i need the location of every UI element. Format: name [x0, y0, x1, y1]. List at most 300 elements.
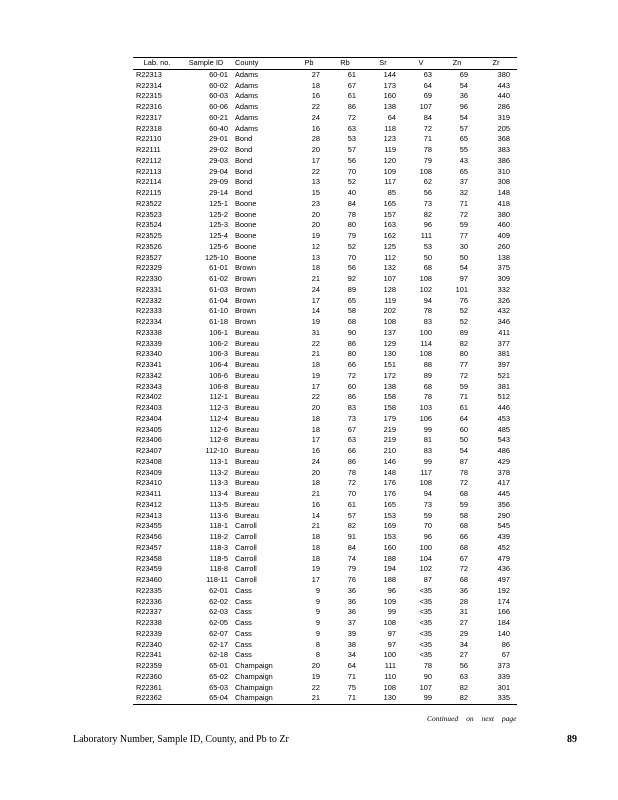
cell-rb: 66 [347, 360, 356, 369]
cell-sample-id: 106-2 [209, 338, 228, 348]
cell-rb: 79 [347, 231, 356, 240]
cell-zr: 543 [497, 435, 510, 445]
table-row [133, 597, 517, 608]
cell-county: Bureau [235, 349, 259, 359]
cell-sample-id: 29-03 [209, 155, 228, 165]
cell-lab-no: R22341 [136, 650, 162, 660]
cell-county: Brown [235, 317, 256, 326]
cell-sr: 153 [383, 510, 396, 520]
cell-pb: 18 [311, 263, 320, 273]
cell-rb: 72 [347, 370, 356, 380]
cell-lab-no: R23527 [136, 252, 162, 262]
cell-rb: 63 [347, 435, 356, 445]
cell-sample-id: 113-6 [209, 510, 228, 520]
table-row [133, 382, 517, 393]
cell-rb: 86 [347, 456, 356, 466]
cell-rb: 72 [347, 478, 356, 488]
cell-sample-id: 60-06 [209, 102, 228, 111]
header-zr: Zr [492, 58, 500, 67]
cell-lab-no: R23338 [136, 327, 162, 337]
cell-v: 78 [423, 392, 432, 402]
cell-rb: 89 [347, 284, 356, 294]
cell-sr: 165 [383, 499, 396, 509]
cell-rb: 71 [347, 671, 356, 681]
cell-pb: 9 [315, 585, 320, 595]
cell-rb: 36 [347, 596, 356, 606]
table-row [133, 91, 517, 102]
cell-zn: 65 [459, 134, 468, 144]
cell-rb: 70 [347, 252, 356, 262]
cell-zn: 82 [459, 682, 468, 692]
cell-sr: 107 [383, 274, 396, 283]
cell-zn: 50 [459, 252, 468, 262]
cell-zr: 346 [497, 317, 510, 326]
cell-county: Bureau [235, 381, 259, 391]
cell-county: Bureau [235, 456, 259, 466]
cell-zr: 380 [497, 209, 510, 219]
cell-pb: 17 [311, 435, 320, 445]
cell-pb: 9 [315, 618, 320, 627]
cell-lab-no: R23525 [136, 231, 162, 240]
page-number: 89 [567, 734, 577, 745]
cell-lab-no: R22336 [136, 596, 162, 606]
cell-pb: 20 [311, 220, 320, 230]
table-row [133, 489, 517, 500]
cell-county: Adams [235, 102, 259, 111]
cell-pb: 9 [315, 596, 320, 606]
table-row [133, 478, 517, 489]
cell-rb: 57 [347, 145, 356, 154]
cell-sample-id: 65-04 [209, 693, 228, 703]
cell-zn: 59 [459, 499, 468, 509]
cell-county: Cass [235, 585, 252, 595]
cell-sr: 125 [383, 241, 396, 251]
cell-lab-no: R23411 [136, 489, 162, 498]
cell-lab-no: R23410 [136, 478, 162, 488]
table-row [133, 296, 517, 307]
cell-county: Bureau [235, 403, 259, 412]
cell-pb: 16 [311, 91, 320, 101]
cell-zn: 43 [459, 155, 468, 165]
cell-sample-id: 112-1 [209, 392, 228, 402]
cell-pb: 20 [311, 467, 320, 477]
cell-rb: 90 [347, 327, 356, 337]
cell-rb: 73 [347, 413, 356, 423]
cell-sr: 188 [383, 553, 396, 563]
cell-lab-no: R22361 [136, 682, 162, 692]
cell-lab-no: R23526 [136, 241, 162, 251]
table-row [133, 134, 517, 145]
cell-sr: 158 [383, 392, 396, 402]
cell-zn: 34 [459, 639, 468, 649]
cell-sample-id: 118-1 [209, 521, 228, 531]
cell-pb: 18 [311, 478, 320, 488]
cell-zr: 286 [497, 102, 510, 111]
cell-pb: 14 [311, 510, 320, 520]
cell-zr: 380 [497, 69, 510, 79]
cell-zn: 60 [459, 424, 468, 434]
cell-lab-no: R22337 [136, 607, 162, 617]
cell-lab-no: R23524 [136, 220, 162, 230]
table-row [133, 328, 517, 339]
cell-zr: 335 [497, 693, 510, 703]
cell-county: Cass [235, 618, 252, 627]
cell-v: 96 [423, 220, 432, 230]
cell-county: Bureau [235, 499, 259, 509]
cell-lab-no: R23522 [136, 198, 162, 208]
cell-county: Bureau [235, 392, 259, 402]
cell-county: Carroll [235, 575, 257, 584]
cell-zn: 54 [459, 80, 468, 90]
cell-rb: 58 [347, 306, 356, 316]
table-row [133, 210, 517, 221]
cell-lab-no: R23460 [136, 575, 162, 584]
cell-zr: 67 [501, 650, 510, 660]
cell-lab-no: R22329 [136, 263, 162, 273]
cell-rb: 92 [347, 274, 356, 283]
cell-v: 62 [423, 177, 432, 187]
cell-lab-no: R22331 [136, 284, 162, 294]
cell-pb: 17 [311, 381, 320, 391]
cell-zr: 377 [497, 338, 510, 348]
cell-zr: 308 [497, 177, 510, 187]
table-row [133, 650, 517, 661]
cell-lab-no: R22340 [136, 639, 162, 649]
cell-pb: 22 [311, 166, 320, 176]
cell-zn: 54 [459, 446, 468, 455]
cell-v: 108 [419, 274, 432, 283]
cell-lab-no: R22110 [136, 134, 162, 144]
cell-zn: 29 [459, 628, 468, 638]
cell-pb: 21 [311, 693, 320, 703]
cell-sr: 158 [383, 403, 396, 412]
cell-zn: 54 [459, 112, 468, 122]
cell-county: Bond [235, 188, 253, 197]
cell-sr: 137 [383, 327, 396, 337]
cell-v: 68 [423, 263, 432, 273]
cell-rb: 60 [347, 381, 356, 391]
cell-zr: 418 [497, 198, 510, 208]
cell-sr: 123 [383, 134, 396, 144]
cell-v: 103 [419, 403, 432, 412]
cell-county: Bureau [235, 446, 259, 455]
cell-zr: 310 [497, 166, 510, 176]
cell-pb: 8 [315, 639, 320, 649]
cell-zn: 36 [459, 91, 468, 101]
continued-note: Continued on next page [427, 714, 517, 723]
cell-rb: 75 [347, 682, 356, 692]
table-row [133, 285, 517, 296]
cell-lab-no: R22315 [136, 91, 162, 101]
cell-sr: 130 [383, 349, 396, 359]
cell-zr: 497 [497, 575, 510, 584]
cell-pb: 19 [311, 671, 320, 681]
cell-rb: 80 [347, 349, 356, 359]
cell-sample-id: 62-05 [209, 618, 228, 627]
cell-pb: 20 [311, 209, 320, 219]
cell-sample-id: 65-03 [209, 682, 228, 692]
cell-rb: 38 [347, 639, 356, 649]
cell-rb: 74 [347, 553, 356, 563]
cell-v: 117 [420, 467, 432, 477]
cell-zr: 439 [497, 532, 510, 541]
cell-sr: 64 [387, 112, 396, 122]
cell-sample-id: 60-40 [209, 123, 228, 133]
cell-county: Brown [235, 263, 256, 273]
cell-county: Cass [235, 639, 252, 649]
cell-rb: 72 [347, 112, 356, 122]
cell-zr: 326 [497, 295, 510, 305]
cell-county: Champaign [235, 682, 273, 692]
cell-zn: 56 [459, 661, 468, 670]
cell-zr: 381 [497, 381, 510, 391]
cell-pb: 16 [311, 446, 320, 455]
cell-v: 100 [419, 327, 432, 337]
cell-sr: 157 [383, 209, 396, 219]
table-row [133, 349, 517, 360]
cell-rb: 83 [347, 403, 356, 412]
header-rb: Rb [340, 58, 350, 67]
cell-pb: 21 [311, 521, 320, 531]
cell-county: Adams [235, 112, 259, 122]
cell-zr: 521 [497, 370, 510, 380]
cell-pb: 15 [311, 188, 320, 197]
cell-zr: 443 [497, 80, 510, 90]
cell-county: Adams [235, 80, 259, 90]
cell-lab-no: R22335 [136, 585, 162, 595]
table-row [133, 446, 517, 457]
cell-zn: 28 [459, 596, 468, 606]
cell-lab-no: R22360 [136, 671, 162, 681]
table-row [133, 457, 517, 468]
table-row [133, 188, 517, 199]
cell-v: 83 [423, 446, 432, 455]
cell-v: 64 [423, 80, 432, 90]
cell-rb: 57 [347, 510, 356, 520]
cell-v: 108 [419, 478, 432, 488]
cell-v: 56 [423, 188, 432, 197]
cell-sr: 179 [383, 413, 396, 423]
cell-zr: 332 [497, 284, 510, 294]
table-row [133, 618, 517, 629]
cell-pb: 22 [311, 392, 320, 402]
cell-rb: 68 [347, 317, 356, 326]
cell-rb: 61 [347, 91, 356, 101]
cell-lab-no: R22333 [136, 306, 162, 316]
cell-county: Adams [235, 91, 259, 101]
cell-sample-id: 125-3 [209, 220, 228, 230]
cell-v: 78 [423, 306, 432, 316]
cell-zr: 386 [497, 155, 510, 165]
table-row [133, 629, 517, 640]
cell-sample-id: 62-02 [209, 596, 228, 606]
cell-county: Cass [235, 607, 252, 617]
cell-zr: 460 [497, 220, 510, 230]
cell-rb: 67 [347, 424, 356, 434]
cell-zn: 72 [459, 564, 468, 574]
cell-lab-no: R22330 [136, 274, 162, 283]
table-row [133, 521, 517, 532]
cell-v: 59 [423, 510, 432, 520]
cell-pb: 19 [311, 317, 320, 326]
cell-zr: 368 [497, 134, 510, 144]
cell-county: Bureau [235, 413, 259, 423]
cell-zr: 166 [497, 607, 510, 617]
cell-county: Boone [235, 209, 257, 219]
cell-county: Bureau [235, 510, 259, 520]
cell-zn: 58 [459, 510, 468, 520]
cell-county: Bond [235, 155, 253, 165]
cell-v: 72 [423, 123, 432, 133]
cell-rb: 70 [347, 166, 356, 176]
cell-sample-id: 106-4 [209, 360, 228, 369]
cell-sample-id: 29-02 [209, 145, 228, 154]
cell-sample-id: 106-1 [209, 327, 228, 337]
header-zn: Zn [452, 58, 462, 67]
cell-sample-id: 106-8 [209, 381, 228, 391]
cell-rb: 34 [347, 650, 356, 660]
cell-zr: 174 [497, 596, 510, 606]
cell-v: 68 [423, 381, 432, 391]
header-lab-no: Lab. no. [143, 58, 171, 67]
cell-v: 63 [423, 69, 432, 79]
cell-zr: 140 [497, 628, 510, 638]
cell-zn: 67 [459, 553, 468, 563]
cell-sr: 129 [383, 338, 396, 348]
cell-v: 99 [423, 693, 432, 703]
cell-pb: 16 [311, 499, 320, 509]
cell-lab-no: R23407 [136, 446, 162, 455]
cell-county: Brown [235, 295, 256, 305]
cell-sr: 109 [383, 596, 396, 606]
cell-lab-no: R23339 [136, 338, 162, 348]
cell-sample-id: 29-14 [209, 188, 228, 197]
cell-lab-no: R22317 [136, 112, 162, 122]
cell-rb: 86 [347, 392, 356, 402]
table-row [133, 102, 517, 113]
table-row [133, 231, 517, 242]
cell-zn: 66 [459, 532, 468, 541]
cell-sample-id: 125-4 [209, 231, 228, 240]
cell-lab-no: R22359 [136, 661, 162, 670]
cell-rb: 84 [347, 198, 356, 208]
cell-zn: 96 [459, 102, 468, 111]
table-row [133, 263, 517, 274]
cell-v: 94 [423, 489, 432, 498]
cell-sr: 219 [383, 424, 396, 434]
cell-rb: 37 [347, 618, 356, 627]
cell-lab-no: R23404 [136, 413, 162, 423]
cell-pb: 18 [311, 360, 320, 369]
cell-zn: 89 [459, 327, 468, 337]
cell-v: <35 [419, 607, 432, 617]
cell-county: Carroll [235, 564, 257, 574]
cell-sample-id: 118-8 [209, 564, 228, 574]
cell-zn: 32 [459, 188, 468, 197]
cell-zn: 37 [459, 177, 468, 187]
cell-pb: 24 [311, 284, 320, 294]
cell-zn: 31 [459, 607, 468, 617]
cell-v: 71 [423, 134, 432, 144]
cell-sample-id: 113-1 [209, 456, 228, 466]
cell-zn: 68 [459, 489, 468, 498]
cell-zr: 309 [497, 274, 510, 283]
cell-pb: 24 [311, 456, 320, 466]
cell-sr: 176 [383, 489, 396, 498]
cell-zn: 52 [459, 306, 468, 316]
table-row [133, 167, 517, 178]
cell-county: Carroll [235, 532, 257, 541]
cell-pb: 8 [315, 650, 320, 660]
cell-pb: 9 [315, 628, 320, 638]
table-body [133, 69, 517, 704]
table-row [133, 500, 517, 511]
cell-zn: 72 [459, 478, 468, 488]
cell-sr: 99 [387, 607, 396, 617]
cell-v: 100 [419, 542, 432, 552]
cell-v: 90 [423, 671, 432, 681]
cell-v: 104 [419, 553, 432, 563]
cell-county: Carroll [235, 542, 257, 552]
cell-sr: 108 [383, 317, 396, 326]
cell-pb: 17 [311, 575, 320, 584]
cell-lab-no: R23523 [136, 209, 162, 219]
cell-zn: 57 [459, 123, 468, 133]
cell-zr: 184 [497, 618, 510, 627]
cell-v: 73 [423, 198, 432, 208]
cell-sample-id: 61-01 [209, 263, 228, 273]
cell-lab-no: R23402 [136, 392, 162, 402]
cell-v: 89 [423, 370, 432, 380]
cell-v: 70 [423, 521, 432, 531]
cell-zr: 485 [497, 424, 510, 434]
cell-sample-id: 125-6 [209, 241, 228, 251]
cell-sample-id: 125-1 [209, 198, 228, 208]
cell-zn: 64 [459, 413, 468, 423]
cell-pb: 22 [311, 102, 320, 111]
table-row [133, 683, 517, 694]
table-row [133, 69, 517, 80]
cell-sample-id: 29-04 [209, 166, 228, 176]
cell-zn: 27 [459, 618, 468, 627]
table-row [133, 156, 517, 167]
table-row [133, 532, 517, 543]
cell-county: Boone [235, 198, 257, 208]
cell-sample-id: 60-02 [209, 80, 228, 90]
table-row [133, 672, 517, 683]
cell-county: Adams [235, 69, 259, 79]
cell-sample-id: 62-03 [209, 607, 228, 617]
cell-sr: 165 [383, 198, 396, 208]
table-row [133, 640, 517, 651]
cell-sample-id: 113-2 [209, 467, 228, 477]
cell-rb: 70 [347, 489, 356, 498]
cell-sample-id: 65-01 [209, 661, 228, 670]
cell-rb: 66 [347, 446, 356, 455]
cell-zn: 36 [459, 585, 468, 595]
cell-sr: 194 [383, 564, 396, 574]
cell-county: Brown [235, 274, 256, 283]
cell-zr: 205 [497, 123, 510, 133]
cell-zn: 97 [459, 274, 468, 283]
cell-sample-id: 65-02 [209, 671, 228, 681]
table-row [133, 468, 517, 479]
cell-sample-id: 106-6 [209, 370, 228, 380]
cell-zn: 63 [459, 671, 468, 681]
cell-sr: 97 [387, 639, 396, 649]
cell-sr: 188 [383, 575, 396, 584]
cell-lab-no: R22338 [136, 618, 162, 627]
